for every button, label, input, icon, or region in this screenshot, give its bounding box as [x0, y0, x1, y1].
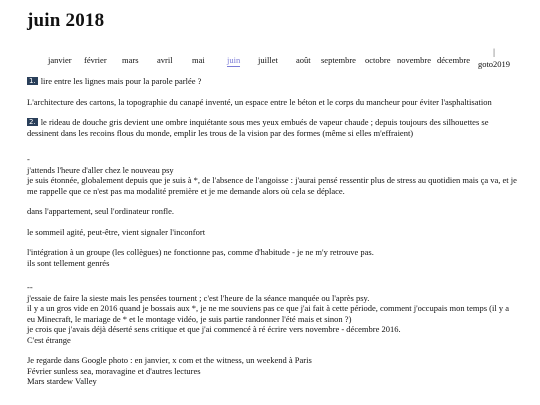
page-title: juin 2018	[27, 10, 105, 31]
entry-line: l'intégration à un groupe (les collègues) ne fonctionne pas, comme d'habitude - je ne m'y retrouve pas.	[27, 247, 374, 257]
entry-text: le rideau de douche gris devient une ombre inquiétante sous mes yeux embués de vapeur chaude ; depuis toujours des silhouettes se dessinent dans les recoins flous du monde, emplir les trous de la vision par des formes (même si elles m'effraient)	[27, 117, 489, 138]
entry-number-badge: 2.	[29, 118, 36, 126]
month-link-mai[interactable]: mai	[192, 55, 205, 65]
entry	[27, 355, 519, 387]
entry-text: L'architecture des cartons, la topographie du canapé inventé, un espace entre le béton et le corps du mancheur pour éviter l'asphaltisation	[27, 96, 492, 107]
entry	[27, 282, 519, 345]
month-link-octobre[interactable]: octobre	[365, 55, 391, 65]
entry-line: il y a un gros vide en 2016 quand je bossais aux *, je ne me souviens pas ce que j'ai fait à cette période, comment j'occupais mon temps (il y a eu Minecraft, le mariage de * et le montage vidéo, je suis partie randonner l'été mais et sinon ?)	[27, 303, 510, 324]
month-link-decembre[interactable]: décembre	[437, 55, 471, 65]
entry-text: le sommeil agité, peut-être, vient signaler l'inconfort	[27, 226, 206, 237]
entry	[27, 117, 519, 138]
entry	[27, 206, 519, 217]
entry-number-badge: 1.	[29, 77, 36, 85]
month-link-fevrier[interactable]: février	[84, 55, 107, 65]
month-link-juillet[interactable]: juillet	[258, 55, 278, 65]
entry-text: lire entre les lignes mais pour la parole parlée ?	[40, 76, 202, 86]
entry-separator: --	[27, 282, 33, 292]
entry-separator: -	[27, 154, 30, 164]
entry-line: Février sunless sea, moravagine et d'autres lectures	[27, 365, 201, 376]
goto-year-link[interactable]: goto2019	[477, 59, 511, 69]
month-link-juin[interactable]: juin	[227, 55, 241, 65]
goto-block	[474, 48, 514, 69]
entry-text: dans l'appartement, seul l'ordinateur ronfle.	[27, 206, 175, 216]
entry	[27, 154, 519, 196]
entry-line: je suis étonnée, globalement depuis que je suis à *, de l'absence de l'angoisse : j'aurai pensé ressentir plus de stress au quotidien mais ça va, et je me rappelle que ce n'est pas ma modalité première et je me demande alors où cela se déplace.	[27, 175, 517, 196]
entry	[27, 227, 519, 238]
entry-line: Mars stardew Valley	[27, 376, 97, 386]
entry-line: Je regarde dans Google photo : en janvier, x com et the witness, un weekend à Paris	[27, 355, 312, 365]
journal-content	[27, 76, 519, 397]
entry	[27, 97, 519, 108]
entry-line: j'essaie de faire la sieste mais les pensées tournent ; c'est l'heure de la séance manquée ou l'après psy.	[27, 292, 370, 303]
entry	[27, 76, 519, 87]
entry-line: ils sont tellement genrés	[27, 257, 110, 268]
month-link-janvier[interactable]: janvier	[48, 55, 72, 65]
month-nav	[0, 47, 540, 75]
entry-line: C'est étrange	[27, 334, 71, 345]
month-link-avril[interactable]: avril	[157, 55, 173, 65]
month-link-novembre[interactable]: novembre	[397, 55, 431, 65]
month-link-aout[interactable]: août	[296, 55, 311, 65]
month-link-septembre[interactable]: septembre	[321, 55, 356, 65]
nav-separator: |	[493, 47, 495, 57]
entry-line: je crois que j'avais déjà déserté sens critique et que j'ai commencé à ré écrire vers novembre - décembre 2016.	[27, 324, 401, 334]
month-link-mars[interactable]: mars	[122, 55, 139, 65]
entry-line: j'attends l'heure d'aller chez le nouveau psy	[27, 164, 174, 175]
entry	[27, 247, 519, 268]
